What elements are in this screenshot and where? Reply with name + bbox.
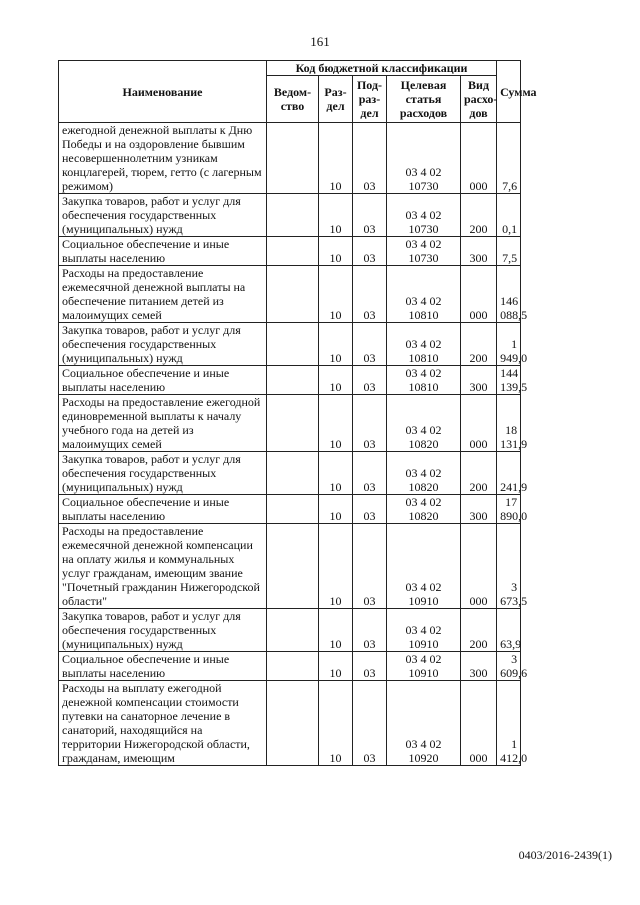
row-department: [267, 395, 319, 452]
row-expense-type: 200: [461, 323, 497, 366]
row-name: Расходы на выплату ежегодной денежной компенсации стоимости путевки на санаторное лечение в санаторий, находящийся на территории Нижегородской области, гражданам, имеющим: [59, 681, 267, 766]
row-target-article: 03 4 02 10730: [387, 194, 461, 237]
row-name: Социальное обеспечение и иные выплаты населению: [59, 495, 267, 524]
row-section: 10: [319, 524, 353, 609]
row-department: [267, 495, 319, 524]
row-sum: 63,9: [497, 609, 521, 652]
row-sum: 7,6: [497, 123, 521, 194]
row-section: 10: [319, 123, 353, 194]
row-department: [267, 237, 319, 266]
budget-table: [58, 60, 537, 766]
row-expense-type: 300: [461, 237, 497, 266]
row-expense-type: 000: [461, 524, 497, 609]
table-row: [59, 452, 521, 495]
row-name: Расходы на предоставление ежегодной единовременной выплаты к началу учебного года на детей из малоимущих семей: [59, 395, 267, 452]
row-sum: 0,1: [497, 194, 521, 237]
row-name: Социальное обеспечение и иные выплаты населению: [59, 652, 267, 681]
row-subsection: 03: [353, 266, 387, 323]
row-target-article: 03 4 02 10820: [387, 452, 461, 495]
row-section: 10: [319, 366, 353, 395]
row-expense-type: 300: [461, 366, 497, 395]
table-row: [59, 266, 521, 323]
row-target-article: 03 4 02 10810: [387, 266, 461, 323]
row-name: Социальное обеспечение и иные выплаты населению: [59, 237, 267, 266]
row-sum: 3 609,6: [497, 652, 521, 681]
header-name: Наименование: [59, 61, 267, 123]
row-department: [267, 366, 319, 395]
row-target-article: 03 4 02 10810: [387, 366, 461, 395]
table-row: [59, 323, 521, 366]
row-sum: 1 949,0: [497, 323, 521, 366]
row-section: 10: [319, 609, 353, 652]
row-expense-type: 000: [461, 681, 497, 766]
row-target-article: 03 4 02 10820: [387, 395, 461, 452]
row-subsection: 03: [353, 323, 387, 366]
row-subsection: 03: [353, 495, 387, 524]
header-subsection: Под-раз-дел: [353, 76, 387, 123]
row-department: [267, 652, 319, 681]
row-department: [267, 452, 319, 495]
row-name: Закупка товаров, работ и услуг для обеспечения государственных (муниципальных) нужд: [59, 323, 267, 366]
row-sum: 3 673,5: [497, 524, 521, 609]
row-department: [267, 123, 319, 194]
row-target-article: 03 4 02 10730: [387, 237, 461, 266]
table-row: [59, 237, 521, 266]
row-expense-type: 000: [461, 123, 497, 194]
row-department: [267, 266, 319, 323]
row-target-article: 03 4 02 10730: [387, 123, 461, 194]
table-row: [59, 681, 521, 766]
row-section: 10: [319, 681, 353, 766]
row-department: [267, 609, 319, 652]
row-subsection: 03: [353, 609, 387, 652]
row-subsection: 03: [353, 123, 387, 194]
row-section: 10: [319, 652, 353, 681]
row-expense-type: 200: [461, 452, 497, 495]
row-department: [267, 524, 319, 609]
row-subsection: 03: [353, 524, 387, 609]
row-sum: 7,5: [497, 237, 521, 266]
row-section: 10: [319, 395, 353, 452]
row-target-article: 03 4 02 10910: [387, 609, 461, 652]
row-name: Расходы на предоставление ежемесячной денежной выплаты на обеспечение питанием детей из малоимущих семей: [59, 266, 267, 323]
row-target-article: 03 4 02 10810: [387, 323, 461, 366]
row-name: Закупка товаров, работ и услуг для обеспечения государственных (муниципальных) нужд: [59, 609, 267, 652]
row-target-article: 03 4 02 10910: [387, 524, 461, 609]
row-subsection: 03: [353, 395, 387, 452]
row-name: ежегодной денежной выплаты к Дню Победы и на оздоровление бывшим несовершеннолетним узникам концлагерей, тюрем, гетто (с лагерным режимом): [59, 123, 267, 194]
row-sum: 241,9: [497, 452, 521, 495]
row-department: [267, 681, 319, 766]
header-expense-type: Вид расхо-дов: [461, 76, 497, 123]
row-expense-type: 300: [461, 495, 497, 524]
row-name: Расходы на предоставление ежемесячной денежной компенсации на оплату жилья и коммунальных услуг гражданам, имеющим звание "Почетный гражданин Нижегородской области": [59, 524, 267, 609]
table-row: [59, 609, 521, 652]
row-expense-type: 200: [461, 609, 497, 652]
table-row: [59, 366, 521, 395]
row-target-article: 03 4 02 10910: [387, 652, 461, 681]
row-subsection: 03: [353, 652, 387, 681]
document-code: 0403/2016-2439(1): [518, 848, 612, 862]
header-sum: Сумма: [497, 61, 521, 123]
row-sum: 144 139,5: [497, 366, 521, 395]
row-subsection: 03: [353, 681, 387, 766]
row-expense-type: 000: [461, 266, 497, 323]
header-section: Раз-дел: [319, 76, 353, 123]
row-expense-type: 000: [461, 395, 497, 452]
row-expense-type: 200: [461, 194, 497, 237]
row-name: Закупка товаров, работ и услуг для обеспечения государственных (муниципальных) нужд: [59, 452, 267, 495]
table-row: [59, 524, 521, 609]
table-row: [59, 123, 521, 194]
row-target-article: 03 4 02 10920: [387, 681, 461, 766]
row-subsection: 03: [353, 194, 387, 237]
row-subsection: 03: [353, 452, 387, 495]
table-row: [59, 194, 521, 237]
row-section: 10: [319, 323, 353, 366]
page-number: 161: [310, 34, 330, 49]
row-target-article: 03 4 02 10820: [387, 495, 461, 524]
row-sum: 146 088,5: [497, 266, 521, 323]
row-department: [267, 323, 319, 366]
row-section: 10: [319, 237, 353, 266]
row-name: Закупка товаров, работ и услуг для обеспечения государственных (муниципальных) нужд: [59, 194, 267, 237]
table-row: [59, 395, 521, 452]
row-name: Социальное обеспечение и иные выплаты населению: [59, 366, 267, 395]
header-code-group: Код бюджетной классификации: [267, 61, 497, 76]
row-subsection: 03: [353, 237, 387, 266]
row-section: 10: [319, 266, 353, 323]
row-section: 10: [319, 452, 353, 495]
header-department: Ведом-ство: [267, 76, 319, 123]
table-row: [59, 652, 521, 681]
row-subsection: 03: [353, 366, 387, 395]
table-row: [59, 495, 521, 524]
row-section: 10: [319, 495, 353, 524]
row-expense-type: 300: [461, 652, 497, 681]
header-target-article: Целевая статья расходов: [387, 76, 461, 123]
row-section: 10: [319, 194, 353, 237]
row-sum: 1 412,0: [497, 681, 521, 766]
row-sum: 17 890,0: [497, 495, 521, 524]
row-department: [267, 194, 319, 237]
row-sum: 18 131,9: [497, 395, 521, 452]
